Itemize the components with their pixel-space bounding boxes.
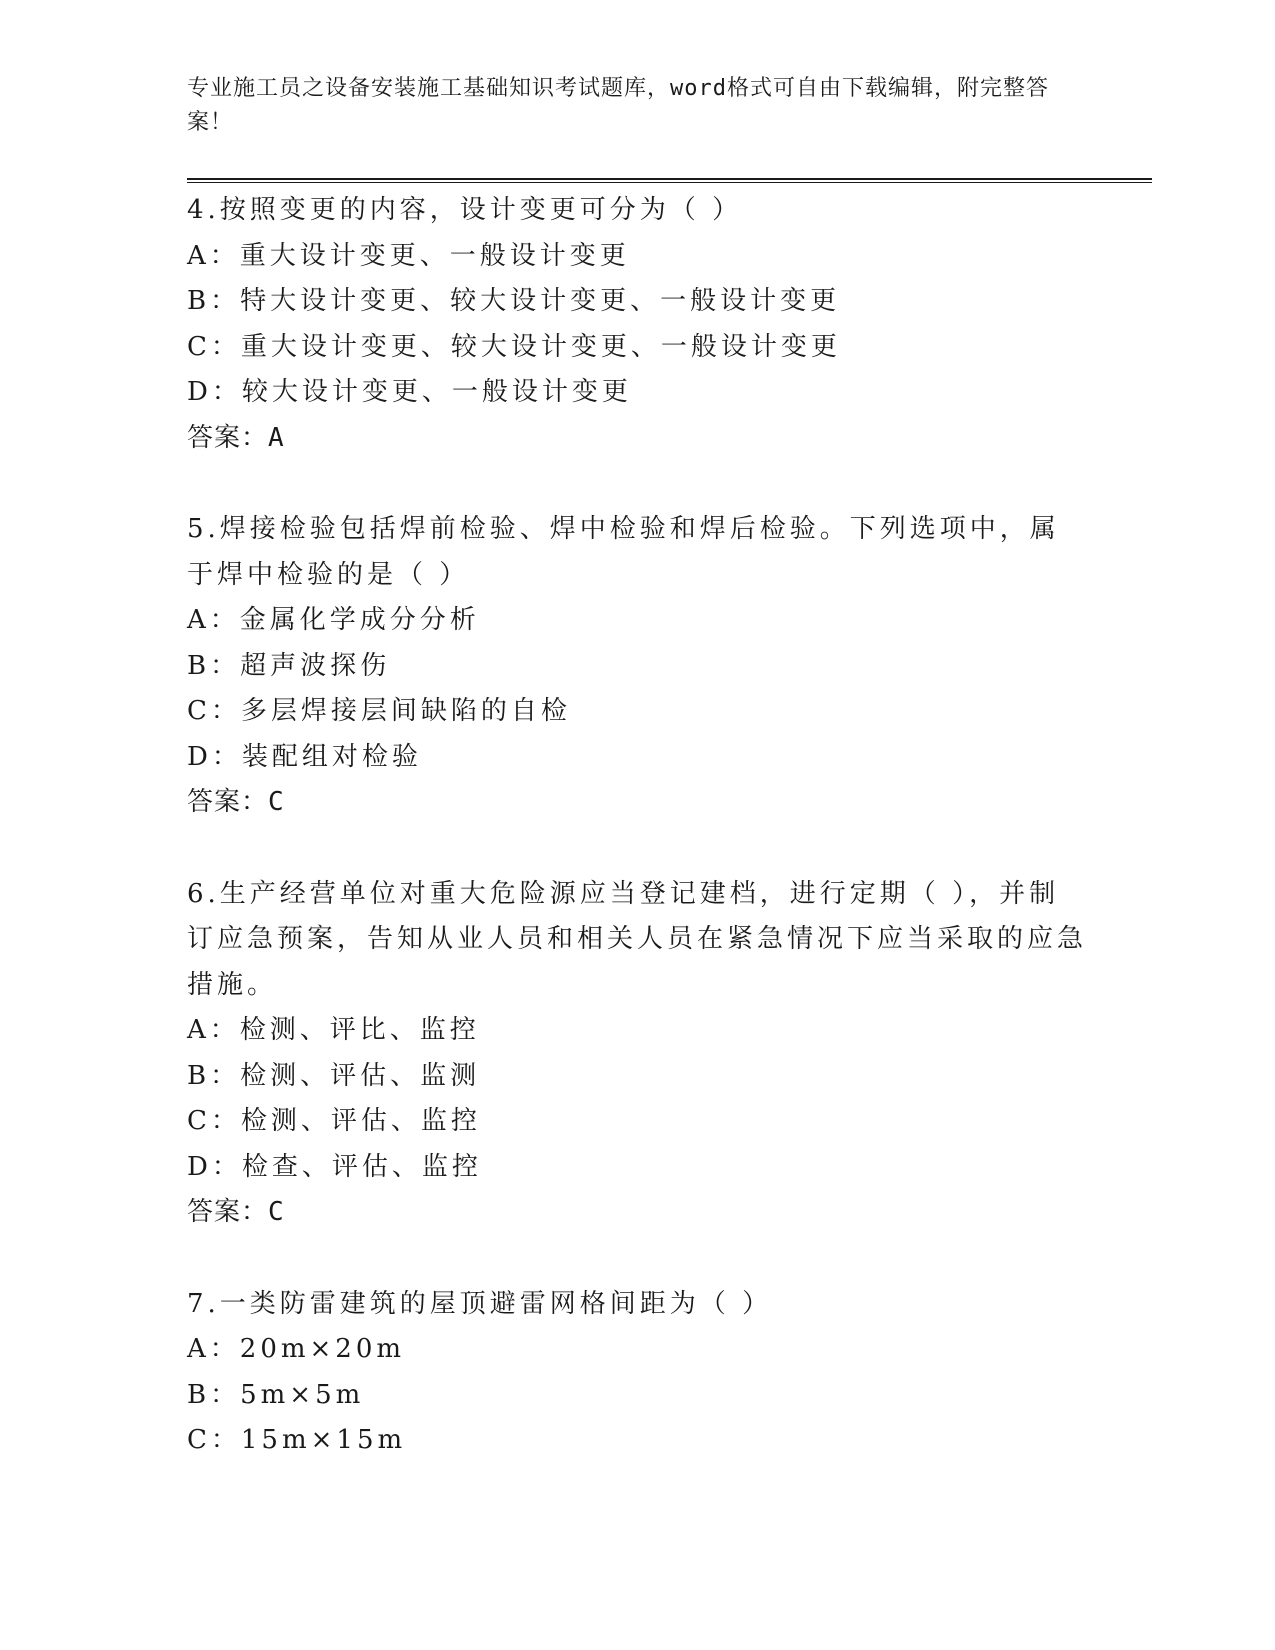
question-5: [187, 507, 1087, 826]
option-b: B：特大设计变更、较大设计变更、一般设计变更: [187, 286, 841, 316]
answer-value: C: [268, 787, 285, 817]
option-a: A：重大设计变更、一般设计变更: [187, 240, 630, 271]
option-a: A：金属化学成分分析: [187, 605, 480, 635]
question-stem: 4.按照变更的内容，设计变更可分为（ ）: [187, 195, 743, 225]
header-divider-thin: [187, 182, 1152, 183]
question-stem: 5.焊接检验包括焊前检验、焊中检验和焊后检验。下列选项中，属于焊中检验的是（ ）: [187, 514, 1060, 590]
answer-line: [187, 780, 1087, 826]
option-d: D：检查、评估、监控: [187, 1151, 482, 1182]
header-divider: [187, 178, 1152, 180]
option-b: B：5m×5m: [187, 1379, 365, 1410]
answer-line: [187, 1190, 1087, 1236]
answer-label: 答案：: [187, 787, 269, 817]
answer-value: A: [268, 422, 285, 453]
question-4: [187, 188, 1087, 461]
option-d: D：装配组对检验: [187, 741, 422, 772]
answer-line: [187, 416, 1087, 462]
option-d: D：较大设计变更、一般设计变更: [187, 377, 632, 407]
answer-label: 答案：: [187, 1197, 269, 1227]
option-a: A：20m×20m: [187, 1334, 406, 1364]
question-6: [187, 872, 1087, 1236]
option-b: B：检测、评估、监测: [187, 1060, 481, 1091]
question-7: [187, 1282, 1087, 1464]
option-c: C：重大设计变更、较大设计变更、一般设计变更: [187, 331, 841, 362]
document-header: 专业施工员之设备安装施工基础知识考试题库，word格式可自由下载编辑，附完整答案！: [187, 76, 1049, 135]
option-c: C：检测、评估、监控: [187, 1106, 481, 1136]
option-a: A：检测、评比、监控: [187, 1015, 480, 1045]
question-stem: 6.生产经营单位对重大危险源应当登记建档，进行定期（ ），并制订应急预案，告知从业人员和相关人员在紧急情况下应当采取的应急措施。: [187, 878, 1088, 1000]
question-list: [187, 188, 1087, 1510]
answer-value: C: [268, 1197, 285, 1227]
answer-label: 答案：: [187, 422, 269, 453]
option-c: C：多层焊接层间缺陷的自检: [187, 696, 571, 726]
option-b: B：超声波探伤: [187, 650, 391, 681]
question-stem: 7.一类防雷建筑的屋顶避雷网格间距为（ ）: [187, 1288, 773, 1319]
option-c: C：15m×15m: [187, 1425, 407, 1455]
